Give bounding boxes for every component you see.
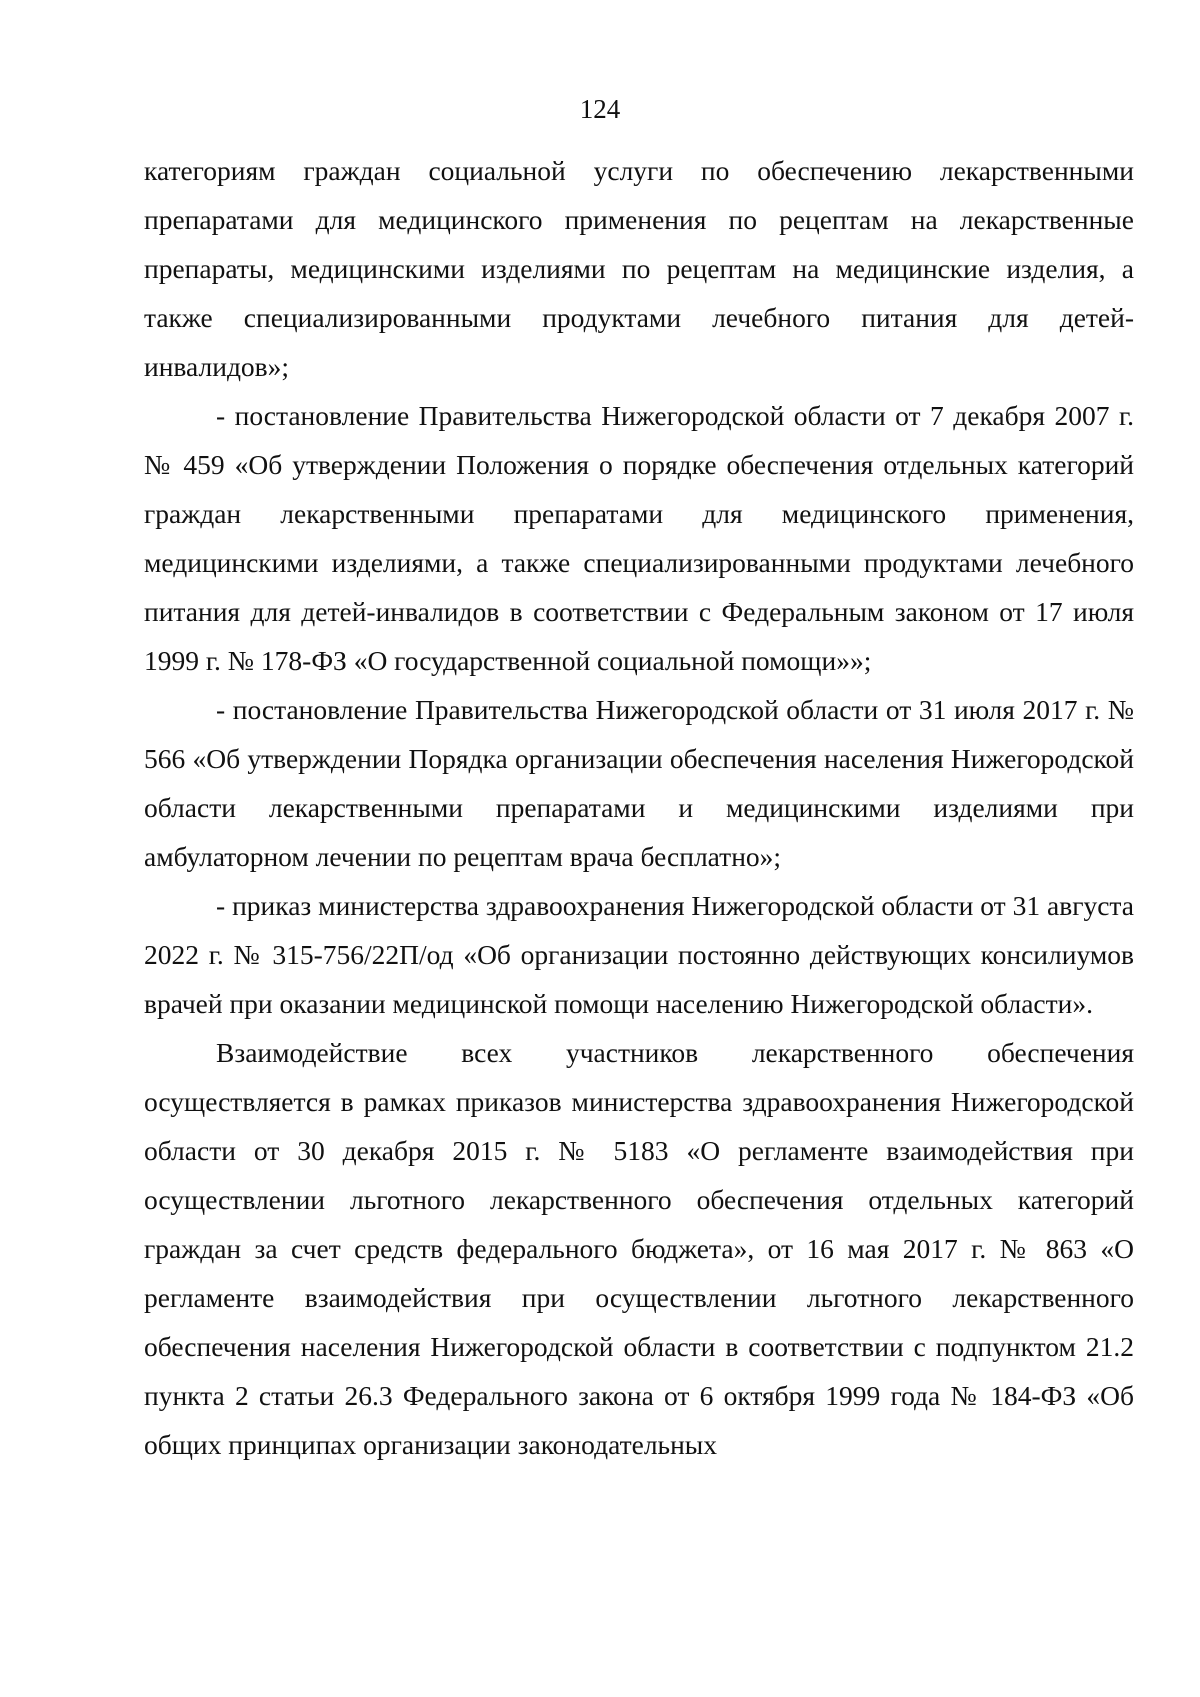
document-body: [144, 146, 1134, 1469]
paragraph-interaction: Взаимодействие всех участников лекарственного обеспечения осуществляется в рамках приказов министерства здравоохранения Нижегородской области от 30 декабря 2015 г. № 5183 «О регламенте взаимодействия при осуществлении льготного лекарственного обеспечения отдельных категорий граждан за счет средств федерального бюджета», от 16 мая 2017 г. № 863 «О регламенте взаимодействия при осуществлении льготного лекарственного обеспечения населения Нижегородской области в соответствии с подпунктом 21.2 пункта 2 статьи 26.3 Федерального закона от 6 октября 1999 года № 184-ФЗ «Об общих принципах организации законодательных: [144, 1037, 1134, 1460]
page-number: 124: [579, 94, 621, 124]
paragraph-resolution-2007: - постановление Правительства Нижегородской области от 7 декабря 2007 г. № 459 «Об утверждении Положения о порядке обеспечения отдельных категорий граждан лекарственными препаратами для медицинского применения, медицинскими изделиями, а также специализированными продуктами лечебного питания для детей-инвалидов в соответствии с Федеральным законом от 17 июля 1999 г. № 178-ФЗ «О государственной социальной помощи»»;: [144, 400, 1134, 676]
paragraph-order-2022: - приказ министерства здравоохранения Нижегородской области от 31 августа 2022 г. № 315-756/22П/од «Об организации постоянно действующих консилиумов врачей при оказании медицинской помощи населению Нижегородской области».: [144, 890, 1134, 1019]
paragraph-resolution-2017: - постановление Правительства Нижегородской области от 31 июля 2017 г. № 566 «Об утверждении Порядка организации обеспечения населения Нижегородской области лекарственными препаратами и медицинскими изделиями при амбулаторном лечении по рецептам врача бесплатно»;: [144, 694, 1134, 872]
paragraph-continuation: категориям граждан социальной услуги по обеспечению лекарственными препаратами для медицинского применения по рецептам на лекарственные препараты, медицинскими изделиями по рецептам на медицинские изделия, а также специализированными продуктами лечебного питания для детей-инвалидов»;: [144, 155, 1134, 382]
